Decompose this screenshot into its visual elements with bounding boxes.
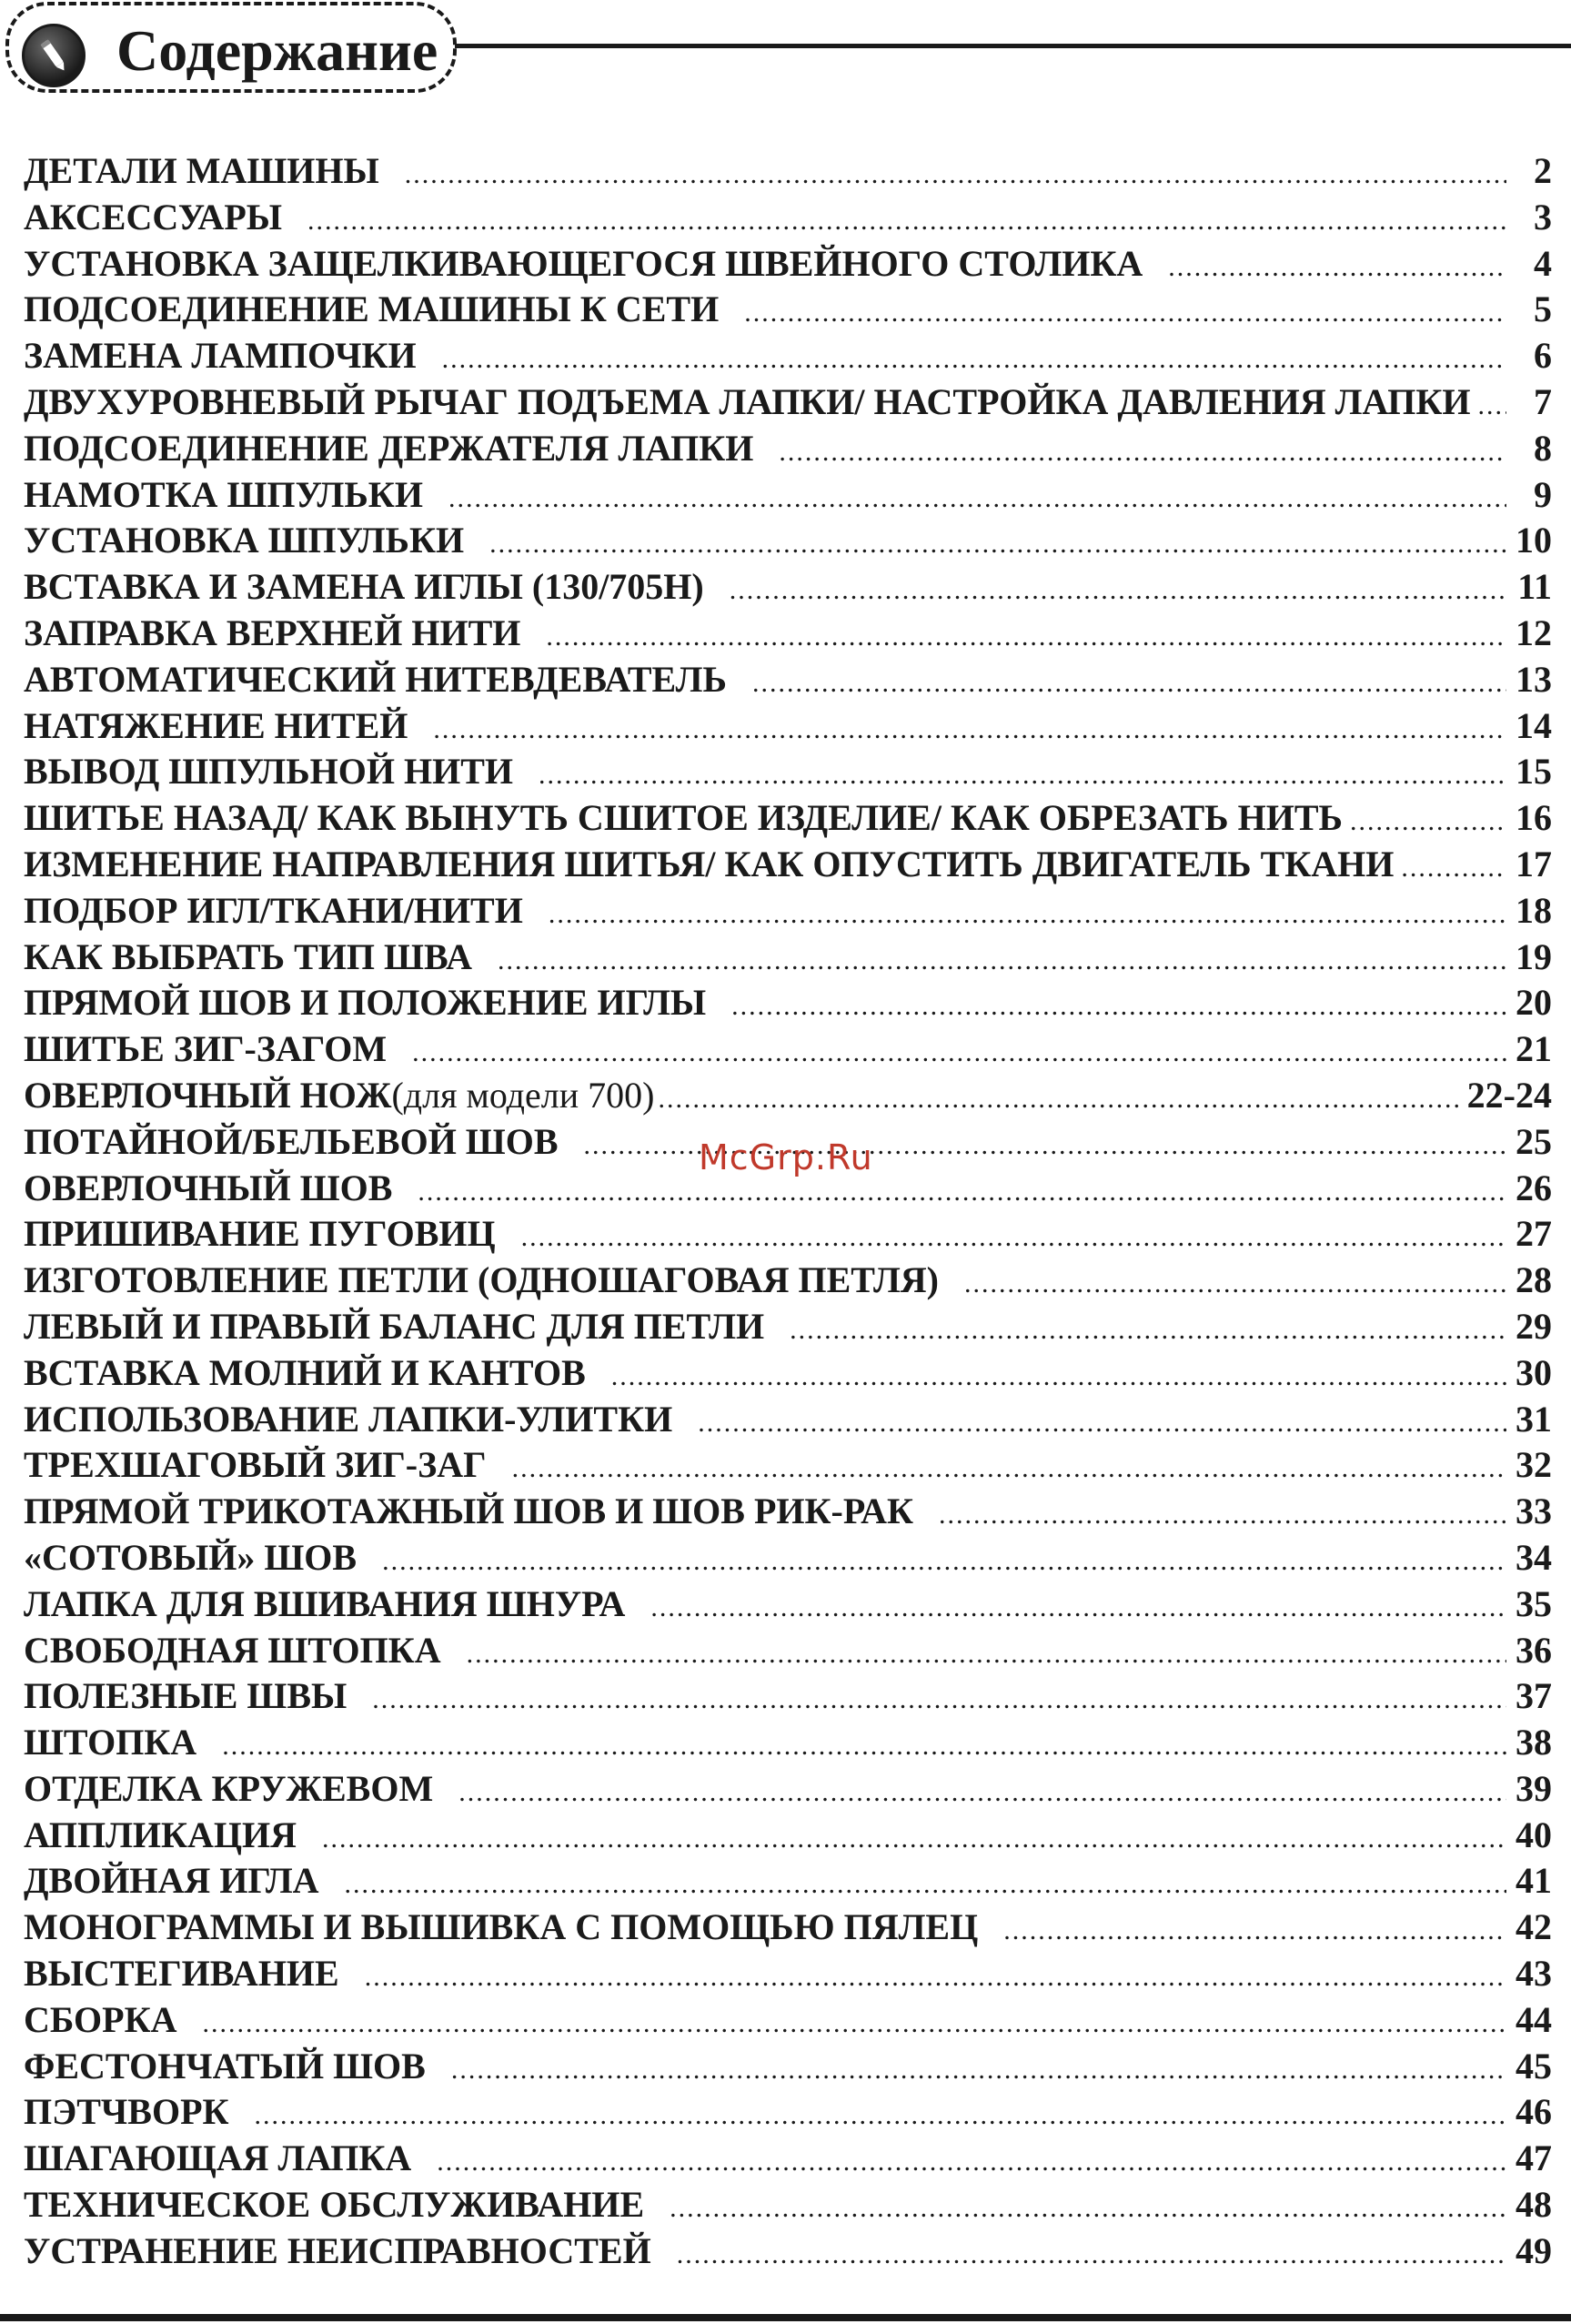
toc-entry	[24, 935, 1552, 981]
toc-entry-page: 16	[1516, 797, 1552, 839]
toc-entry-title: ПРИШИВАНИЕ ПУГОВИЦ	[24, 1213, 496, 1255]
toc-entry-page: 25	[1516, 1120, 1552, 1162]
toc-entry-title: ПОЛЕЗНЫЕ ШВЫ	[24, 1675, 347, 1717]
toc-entry-page: 44	[1516, 1998, 1552, 2040]
toc-entry	[24, 2044, 1552, 2090]
toc-entry	[24, 657, 1552, 703]
dot-leader	[498, 938, 1506, 985]
toc-entry	[24, 518, 1552, 564]
toc-entry	[24, 241, 1552, 288]
toc-entry-page: 43	[1516, 1953, 1552, 1995]
toc-entry	[24, 287, 1552, 333]
dot-leader	[418, 1169, 1506, 1216]
dot-leader	[677, 2232, 1506, 2279]
dot-leader	[405, 152, 1506, 198]
toc-entry	[24, 611, 1552, 657]
toc-entry-page: 45	[1516, 2045, 1552, 2087]
toc-entry-page: 26	[1516, 1167, 1552, 1208]
toc-entry-title: ОВЕРЛОЧНЫЙ НОЖ	[24, 1074, 392, 1116]
toc-entry-title: НАТЯЖЕНИЕ НИТЕЙ	[24, 704, 408, 746]
toc-entry	[24, 1397, 1552, 1443]
toc-entry-title: ТЕХНИЧЕСКОЕ ОБСЛУЖИВАНИЕ	[24, 2184, 645, 2226]
dot-leader	[650, 1585, 1506, 1632]
toc-entry	[24, 703, 1552, 750]
dot-leader	[433, 707, 1506, 753]
toc-entry-title: ПОДБОР ИГЛ/ТКАНИ/НИТИ	[24, 889, 523, 931]
toc-entry	[24, 1489, 1552, 1535]
toc-entry-title: АППЛИКАЦИЯ	[24, 1814, 297, 1855]
toc-entry-page: 40	[1516, 1814, 1552, 1855]
toc-entry	[24, 333, 1552, 379]
dot-leader	[467, 1632, 1506, 1678]
toc-entry-title: ИЗМЕНЕНИЕ НАПРАВЛЕНИЯ ШИТЬЯ/ КАК ОПУСТИТЬ ДВИГАТЕЛЬ ТКАНИ	[24, 843, 1395, 884]
toc-entry-note: (для модели 700)	[391, 1074, 655, 1116]
toc-entry	[24, 980, 1552, 1026]
toc-entry-title: ВСТАВКА И ЗАМЕНА ИГЛЫ (130/705H)	[24, 566, 704, 608]
dot-leader	[451, 2047, 1506, 2094]
dot-leader	[521, 1215, 1506, 1261]
toc-entry-title: ЛЕВЫЙ И ПРАВЫЙ БАЛАНС ДЛЯ ПЕТЛИ	[24, 1305, 765, 1347]
toc-entry	[24, 1951, 1552, 1997]
dot-leader	[939, 1492, 1506, 1539]
toc-entry-page: 27	[1516, 1213, 1552, 1255]
toc-entry-page: 38	[1516, 1722, 1552, 1763]
pencil-badge-icon	[22, 24, 86, 87]
dot-leader	[779, 429, 1506, 476]
toc-entry-page: 22-24	[1466, 1074, 1552, 1116]
toc-entry-page: 3	[1534, 196, 1552, 237]
dot-leader	[549, 892, 1506, 938]
toc-entry	[24, 1905, 1552, 1951]
toc-entry-page: 28	[1516, 1259, 1552, 1301]
toc-entry-page: 46	[1516, 2091, 1552, 2133]
toc-entry-page: 49	[1516, 2229, 1552, 2271]
toc-entry-title: ПОТАЙНОЙ/БЕЛЬЕВОЙ ШОВ	[24, 1120, 559, 1162]
toc-entry-page: 6	[1534, 335, 1552, 377]
toc-entry-title: ВЫСТЕГИВАНИЕ	[24, 1953, 339, 1995]
toc-entry-page: 47	[1516, 2137, 1552, 2179]
dot-leader	[345, 1862, 1506, 1908]
toc-entry	[24, 1350, 1552, 1397]
watermark: McGrp.Ru	[699, 1137, 873, 1177]
toc-entry	[24, 2228, 1552, 2275]
toc-entry-title: ШАГАЮЩАЯ ЛАПКА	[24, 2137, 412, 2179]
toc-entry-title: ВСТАВКА МОЛНИЙ И КАНТОВ	[24, 1351, 586, 1393]
dot-leader	[1401, 845, 1506, 892]
toc-entry-title: ЛАПКА ДЛЯ ВШИВАНИЯ ШНУРА	[24, 1582, 626, 1624]
dot-leader	[964, 1261, 1506, 1308]
dot-leader	[546, 614, 1506, 661]
toc-entry-title: «СОТОВЫЙ» ШОВ	[24, 1536, 358, 1578]
toc-entry-page: 48	[1516, 2184, 1552, 2226]
toc-entry	[24, 1211, 1552, 1258]
toc-entry-page: 32	[1516, 1444, 1552, 1486]
toc-entry	[24, 472, 1552, 519]
toc-entry-title: ШИТЬЕ ЗИГ-ЗАГОМ	[24, 1028, 388, 1070]
toc-entry	[24, 888, 1552, 935]
toc-entry-title: НАМОТКА ШПУЛЬКИ	[24, 473, 423, 515]
toc-entry-page: 34	[1516, 1536, 1552, 1578]
toc-entry-title: ПЭТЧВОРК	[24, 2091, 229, 2133]
toc-entry-title: ВЫВОД ШПУЛЬНОЙ НИТИ	[24, 751, 514, 793]
dot-leader	[698, 1400, 1506, 1447]
toc-entry-page: 10	[1516, 520, 1552, 561]
toc-entry	[24, 2136, 1552, 2182]
dot-leader	[322, 1816, 1506, 1863]
toc-entry	[24, 1073, 1552, 1119]
dot-leader	[222, 1723, 1506, 1770]
toc-entry-title: ЗАМЕНА ЛАМПОЧКИ	[24, 335, 417, 377]
toc-entry	[24, 148, 1552, 195]
toc-entry	[24, 1997, 1552, 2044]
toc-entry	[24, 1304, 1552, 1350]
dot-leader	[1350, 799, 1506, 845]
toc-entry	[24, 842, 1552, 888]
dot-leader	[437, 2139, 1506, 2186]
dot-leader	[489, 521, 1506, 568]
toc-entry	[24, 1026, 1552, 1073]
toc-entry-title: ЗАПРАВКА ВЕРХНЕЙ НИТИ	[24, 611, 521, 653]
dot-leader	[744, 290, 1506, 337]
toc-entry	[24, 2182, 1552, 2228]
toc-entry-title: УСТАНОВКА ШПУЛЬКИ	[24, 520, 465, 561]
header-rule	[455, 44, 1571, 48]
dot-leader	[1168, 245, 1506, 291]
toc-entry-page: 8	[1534, 427, 1552, 469]
dot-leader	[731, 984, 1506, 1030]
toc-entry-page: 13	[1516, 658, 1552, 700]
dot-leader	[442, 337, 1506, 383]
toc-entry-page: 29	[1516, 1305, 1552, 1347]
toc-entry-page: 14	[1516, 704, 1552, 746]
toc-entry-page: 18	[1516, 889, 1552, 931]
toc-entry	[24, 1858, 1552, 1905]
toc-entry-page: 37	[1516, 1675, 1552, 1717]
dot-leader	[730, 568, 1506, 614]
page-header	[0, 0, 1571, 109]
dot-leader	[382, 1539, 1506, 1585]
toc-entry-title: ПРЯМОЙ ТРИКОТАЖНЫЙ ШОВ И ШОВ РИК-РАК	[24, 1490, 914, 1532]
dot-leader	[203, 2001, 1507, 2047]
toc-entry-title: КАК ВЫБРАТЬ ТИП ШВА	[24, 935, 472, 977]
toc-entry-title: ДЕТАЛИ МАШИНЫ	[24, 150, 379, 191]
toc-entry-page: 11	[1517, 566, 1552, 608]
toc-entry-page: 42	[1516, 1906, 1552, 1948]
toc-entry-page: 19	[1516, 935, 1552, 977]
toc-entry-title: ОВЕРЛОЧНЫЙ ШОВ	[24, 1167, 393, 1208]
dot-leader	[611, 1354, 1506, 1400]
toc-entry-title: ТРЕХШАГОВЫЙ ЗИГ-ЗАГ	[24, 1444, 487, 1486]
dot-leader	[512, 1446, 1506, 1492]
dot-leader	[458, 1770, 1506, 1816]
toc-entry	[24, 1720, 1552, 1766]
toc-entry-title: УСТРАНЕНИЕ НЕИСПРАВНОСТЕЙ	[24, 2229, 651, 2271]
toc-entry-page: 2	[1534, 150, 1552, 191]
toc-entry-page: 31	[1516, 1398, 1552, 1440]
toc-entry	[24, 1442, 1552, 1489]
dot-leader	[412, 1030, 1506, 1076]
toc-entry-title: ИЗГОТОВЛЕНИЕ ПЕТЛИ (ОДНОШАГОВАЯ ПЕТЛЯ)	[24, 1259, 939, 1301]
toc-entry	[24, 1766, 1552, 1813]
dot-leader	[790, 1308, 1506, 1354]
toc-entry-title: ШТОПКА	[24, 1722, 197, 1763]
toc-entry-title: СБОРКА	[24, 1998, 177, 2040]
dot-leader	[372, 1677, 1506, 1723]
toc-entry	[24, 749, 1552, 795]
toc-entry	[24, 1258, 1552, 1304]
toc-entry-title: МОНОГРАММЫ И ВЫШИВКА С ПОМОЩЬЮ ПЯЛЕЦ	[24, 1906, 979, 1948]
dot-leader	[307, 198, 1506, 245]
toc-entry	[24, 1535, 1552, 1581]
toc-entry-title: ШИТЬЕ НАЗАД/ КАК ВЫНУТЬ СШИТОЕ ИЗДЕЛИЕ/ КАК ОБРЕЗАТЬ НИТЬ	[24, 797, 1343, 839]
toc-entry-title: АКСЕССУАРЫ	[24, 196, 283, 237]
toc-entry-page: 30	[1516, 1351, 1552, 1393]
table-of-contents	[24, 148, 1552, 2275]
dot-leader	[670, 2186, 1506, 2232]
toc-entry	[24, 1673, 1552, 1720]
dot-leader	[365, 1955, 1506, 2001]
page-title: Содержание	[116, 18, 438, 83]
toc-entry-page: 15	[1516, 751, 1552, 793]
toc-entry-title: ИСПОЛЬЗОВАНИЕ ЛАПКИ-УЛИТКИ	[24, 1398, 673, 1440]
toc-entry-title: АВТОМАТИЧЕСКИЙ НИТЕВДЕВАТЕЛЬ	[24, 658, 727, 700]
toc-entry-title: ДВОЙНАЯ ИГЛА	[24, 1860, 319, 1902]
toc-entry	[24, 195, 1552, 241]
footer-rule	[0, 2314, 1571, 2321]
toc-entry	[24, 1628, 1552, 1674]
title-badge	[5, 2, 457, 93]
toc-entry-page: 20	[1516, 982, 1552, 1024]
toc-entry-title: СВОБОДНАЯ ШТОПКА	[24, 1629, 441, 1671]
toc-entry-page: 39	[1516, 1767, 1552, 1809]
toc-entry	[24, 426, 1552, 472]
toc-entry-title: ПОДСОЕДИНЕНИЕ МАШИНЫ К СЕТИ	[24, 288, 720, 330]
toc-entry-title: ОТДЕЛКА КРУЖЕВОМ	[24, 1767, 434, 1809]
toc-entry-page: 36	[1516, 1629, 1552, 1671]
dot-leader	[1478, 383, 1506, 429]
toc-entry-page: 12	[1516, 611, 1552, 653]
dot-leader	[1003, 1908, 1506, 1955]
toc-entry	[24, 379, 1552, 426]
toc-entry-page: 35	[1516, 1582, 1552, 1624]
toc-entry	[24, 1581, 1552, 1628]
dot-leader	[448, 476, 1506, 522]
toc-entry	[24, 795, 1552, 842]
toc-entry-title: УСТАНОВКА ЗАЩЕЛКИВАЮЩЕГОСЯ ШВЕЙНОГО СТОЛИКА	[24, 242, 1143, 284]
toc-entry-title: ДВУХУРОВНЕВЫЙ РЫЧАГ ПОДЪЕМА ЛАПКИ/ НАСТРОЙКА ДАВЛЕНИЯ ЛАПКИ	[24, 380, 1471, 422]
toc-entry-page: 7	[1534, 380, 1552, 422]
toc-entry-page: 5	[1534, 288, 1552, 330]
dot-leader	[752, 661, 1506, 707]
dot-leader	[255, 2093, 1506, 2139]
toc-entry-page: 9	[1534, 473, 1552, 515]
toc-entry	[24, 564, 1552, 611]
toc-entry-title: ПРЯМОЙ ШОВ И ПОЛОЖЕНИЕ ИГЛЫ	[24, 982, 707, 1024]
toc-entry-page: 33	[1516, 1490, 1552, 1532]
toc-entry	[24, 1813, 1552, 1859]
toc-entry-page: 17	[1516, 843, 1552, 884]
toc-entry-title: ПОДСОЕДИНЕНИЕ ДЕРЖАТЕЛЯ ЛАПКИ	[24, 427, 754, 469]
dot-leader	[658, 1076, 1457, 1123]
toc-entry-page: 4	[1534, 242, 1552, 284]
toc-entry-title: ФЕСТОНЧАТЫЙ ШОВ	[24, 2045, 426, 2087]
toc-entry	[24, 2089, 1552, 2136]
toc-entry-page: 41	[1516, 1860, 1552, 1902]
dot-leader	[539, 753, 1506, 799]
toc-entry-page: 21	[1516, 1028, 1552, 1070]
